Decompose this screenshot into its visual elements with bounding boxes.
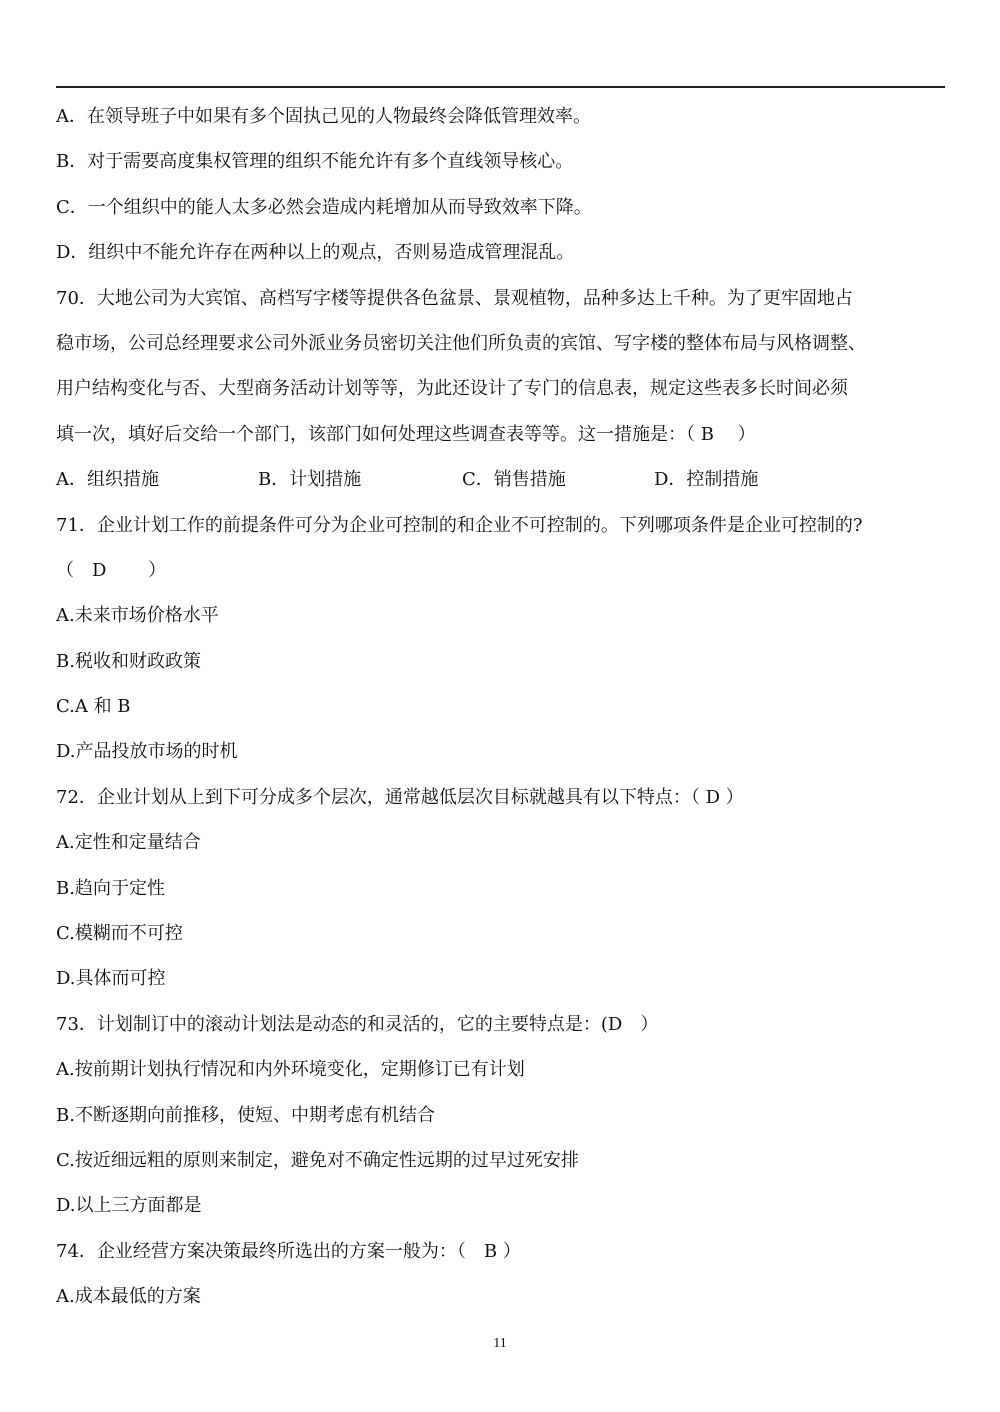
option-a: A.成本最低的方案: [56, 1286, 201, 1308]
question-74-text: 74．企业经营方案决策最终所选出的方案一般为：（ B ）: [56, 1240, 521, 1262]
option-b: B.不断逐期向前推移，使短、中期考虑有机结合: [56, 1104, 435, 1126]
option-c: C．销售措施: [462, 469, 566, 491]
question-73-text: 73．计划制订中的滚动计划法是动态的和灵活的，它的主要特点是：(D ）: [56, 1013, 659, 1035]
question-72: [56, 775, 948, 1002]
question-70-line-2: 稳市场，公司总经理要求公司外派业务员密切关注他们所负责的宾馆、写字楼的整体布局与风格调整、: [56, 332, 866, 354]
question-70-options: [56, 457, 948, 502]
question-71: [56, 503, 948, 775]
question-71-line-2: （ D ）: [56, 559, 167, 581]
option-c: C．一个组织中的能人太多必然会造成内耗增加从而导致效率下降。: [56, 196, 592, 218]
question-72-text: 72．企业计划从上到下可分成多个层次，通常越低层次目标就越具有以下特点：（ D ）: [56, 786, 744, 808]
option-b: B.趋向于定性: [56, 877, 165, 899]
question-70-line-1: 70．大地公司为大宾馆、高档写字楼等提供各色盆景、景观植物，品种多达上千种。为了更牢固地占: [56, 287, 853, 309]
option-c: C.A 和 B: [56, 696, 131, 718]
option-a: A.按前期计划执行情况和内外环境变化，定期修订已有计划: [56, 1059, 525, 1081]
option-d: D．组织中不能允许存在两种以上的观点，否则易造成管理混乱。: [56, 242, 575, 264]
question-74: [56, 1229, 948, 1320]
question-73: [56, 1002, 948, 1229]
page-number: 11: [493, 1336, 507, 1351]
option-d: D．控制措施: [654, 469, 759, 491]
option-c: C.按近细远粗的原则来制定，避免对不确定性远期的过早过死安排: [56, 1149, 579, 1171]
option-b: B.税收和财政政策: [56, 650, 201, 672]
option-b: B．对于需要高度集权管理的组织不能允许有多个直线领导核心。: [56, 151, 574, 173]
document-body: [56, 94, 948, 1320]
option-c: C.模糊而不可控: [56, 923, 183, 945]
option-b: B．计划措施: [258, 469, 362, 491]
question-71-line-1: 71．企业计划工作的前提条件可分为企业可控制的和企业不可控制的。下列哪项条件是企业可控制的?: [56, 514, 863, 536]
option-a: A.定性和定量结合: [56, 832, 201, 854]
option-a: A．组织措施: [56, 469, 159, 491]
header-rule: [56, 86, 945, 88]
option-a: A．在领导班子中如果有多个固执己见的人物最终会降低管理效率。: [56, 106, 591, 127]
question-70-line-3: 用户结构变化与否、大型商务活动计划等等，为此还设计了专门的信息表，规定这些表多长时间必须: [56, 378, 848, 400]
option-d: D.具体而可控: [56, 968, 166, 990]
option-d: D.产品投放市场的时机: [56, 741, 238, 763]
question-70: [56, 276, 948, 503]
question-70-line-4: 填一次，填好后交给一个部门，该部门如何处理这些调查表等等。这一措施是：（ B ）: [56, 423, 756, 445]
option-d: D.以上三方面都是: [56, 1195, 202, 1217]
option-a: A.未来市场价格水平: [56, 605, 219, 627]
prev-question-options: [56, 94, 948, 276]
